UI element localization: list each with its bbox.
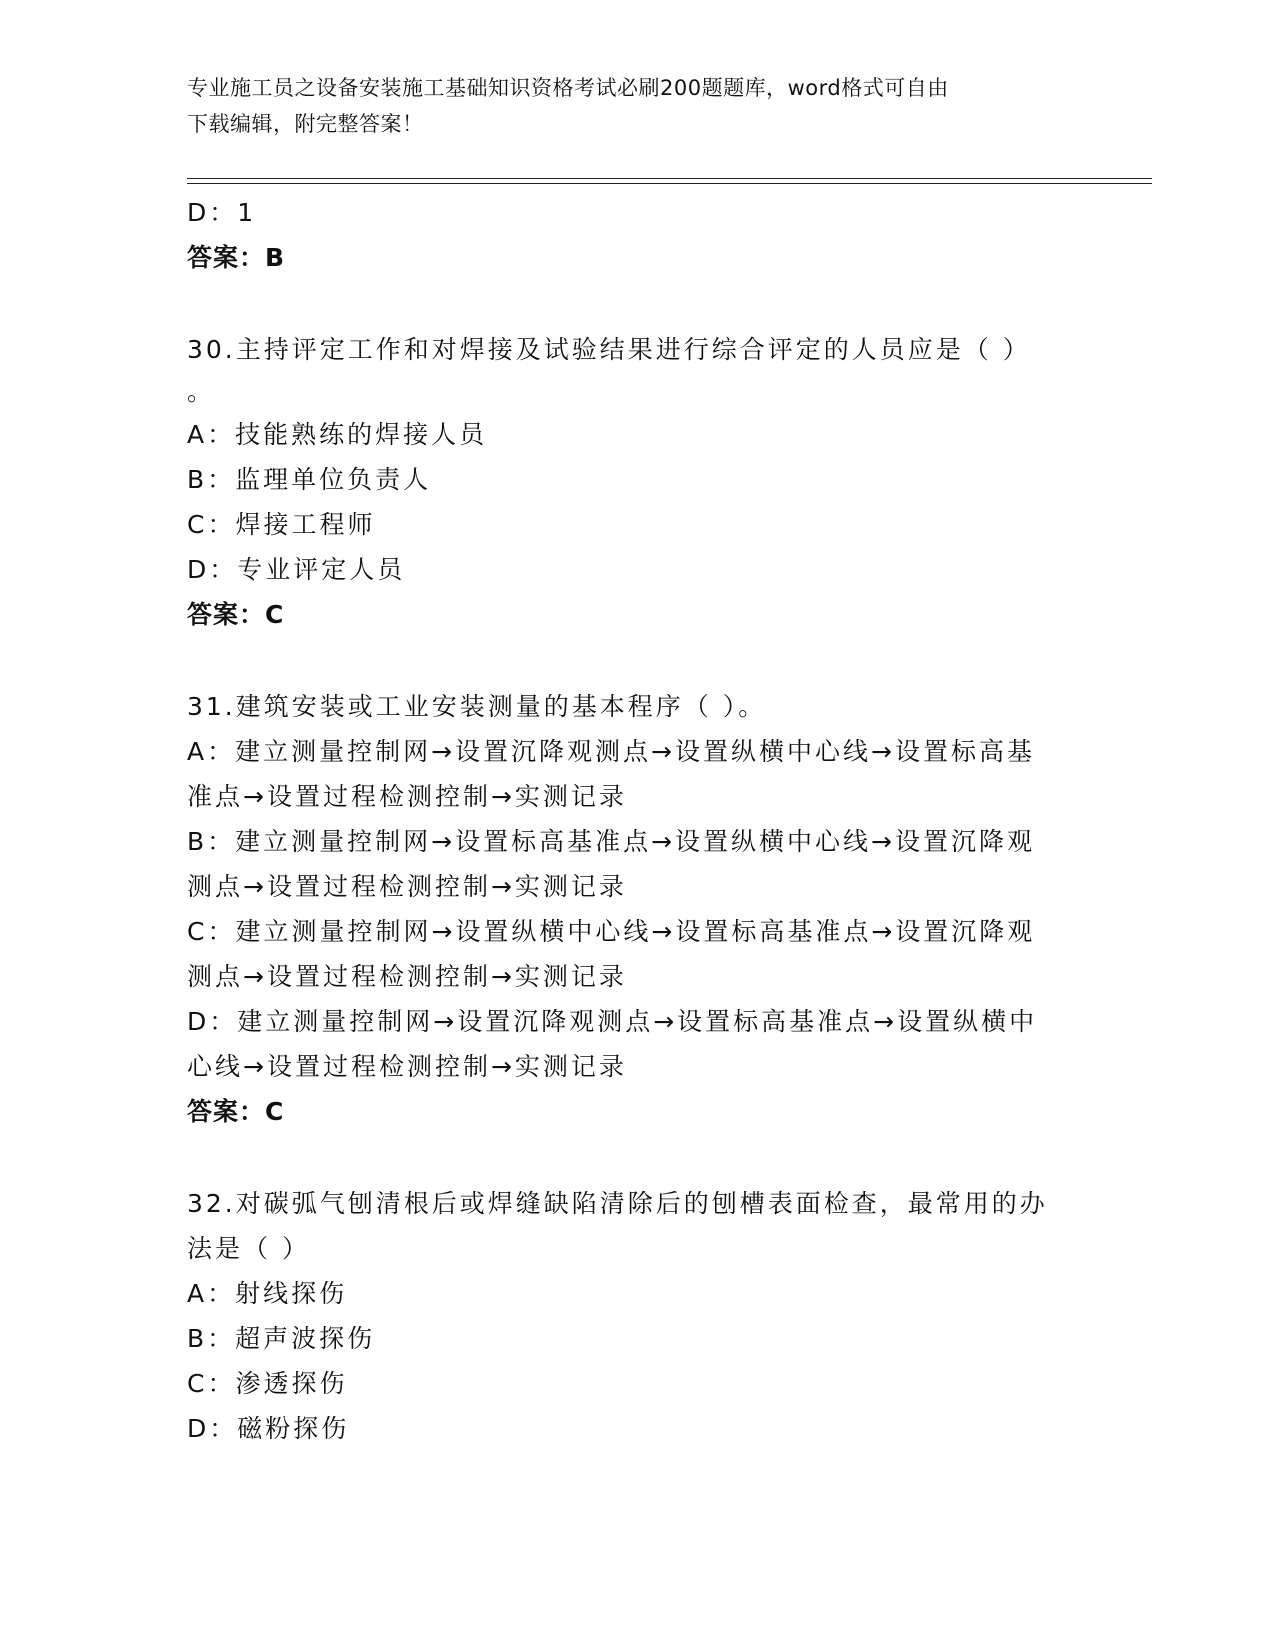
option-d: D：建立测量控制网→设置沉降观测点→设置标高基准点→设置纵横中 (187, 1007, 1038, 1036)
answer-line: 答案：B (187, 243, 286, 272)
option-c-cont: 测点→设置过程检测控制→实测记录 (187, 962, 627, 991)
question-stem: 32.对碳弧气刨清根后或焊缝缺陷清除后的刨槽表面检查，最常用的办 (187, 1189, 1048, 1218)
option-b: B：建立测量控制网→设置标高基准点→设置纵横中心线→设置沉降观 (187, 827, 1035, 856)
option-a: A：射线探伤 (187, 1279, 348, 1308)
question-stem: 30.主持评定工作和对焊接及试验结果进行综合评定的人员应是（ ） (187, 335, 1031, 364)
question-32 (187, 1181, 1087, 1451)
header-divider-top (187, 178, 1152, 179)
question-stem-cont: 。 (187, 377, 216, 406)
option-b: B：超声波探伤 (187, 1324, 376, 1353)
question-31 (187, 684, 1087, 1135)
option-c: C：渗透探伤 (187, 1369, 348, 1398)
option-d-cont: 心线→设置过程检测控制→实测记录 (187, 1052, 627, 1081)
option-b: B：监理单位负责人 (187, 465, 432, 494)
option-c: C：焊接工程师 (187, 510, 376, 539)
answer-line: 答案：C (187, 1097, 285, 1126)
option-d: D：磁粉探伤 (187, 1414, 350, 1443)
option-b-cont: 测点→设置过程检测控制→实测记录 (187, 872, 627, 901)
question-stem-cont: 法是（ ） (187, 1234, 310, 1263)
option-a-cont: 准点→设置过程检测控制→实测记录 (187, 782, 627, 811)
question-stem: 31.建筑安装或工业安装测量的基本程序（ ）。 (187, 692, 767, 721)
header-line-2: 下载编辑，附完整答案！ (187, 112, 424, 136)
question-29-tail (187, 190, 1087, 281)
option-a: A：建立测量控制网→设置沉降观测点→设置纵横中心线→设置标高基 (187, 737, 1035, 766)
option-a: A：技能熟练的焊接人员 (187, 420, 488, 449)
header-line-1: 专业施工员之设备安装施工基础知识资格考试必刷200题题库，word格式可自由 (187, 76, 949, 100)
page-header (187, 70, 1087, 142)
answer-line: 答案：C (187, 600, 285, 629)
document-body (187, 190, 1087, 1451)
option-c: C：建立测量控制网→设置纵横中心线→设置标高基准点→设置沉降观 (187, 917, 1036, 946)
option-d: D：专业评定人员 (187, 555, 406, 584)
question-30 (187, 327, 1087, 638)
header-divider-bottom (187, 183, 1152, 184)
option-d: D：1 (187, 198, 257, 227)
